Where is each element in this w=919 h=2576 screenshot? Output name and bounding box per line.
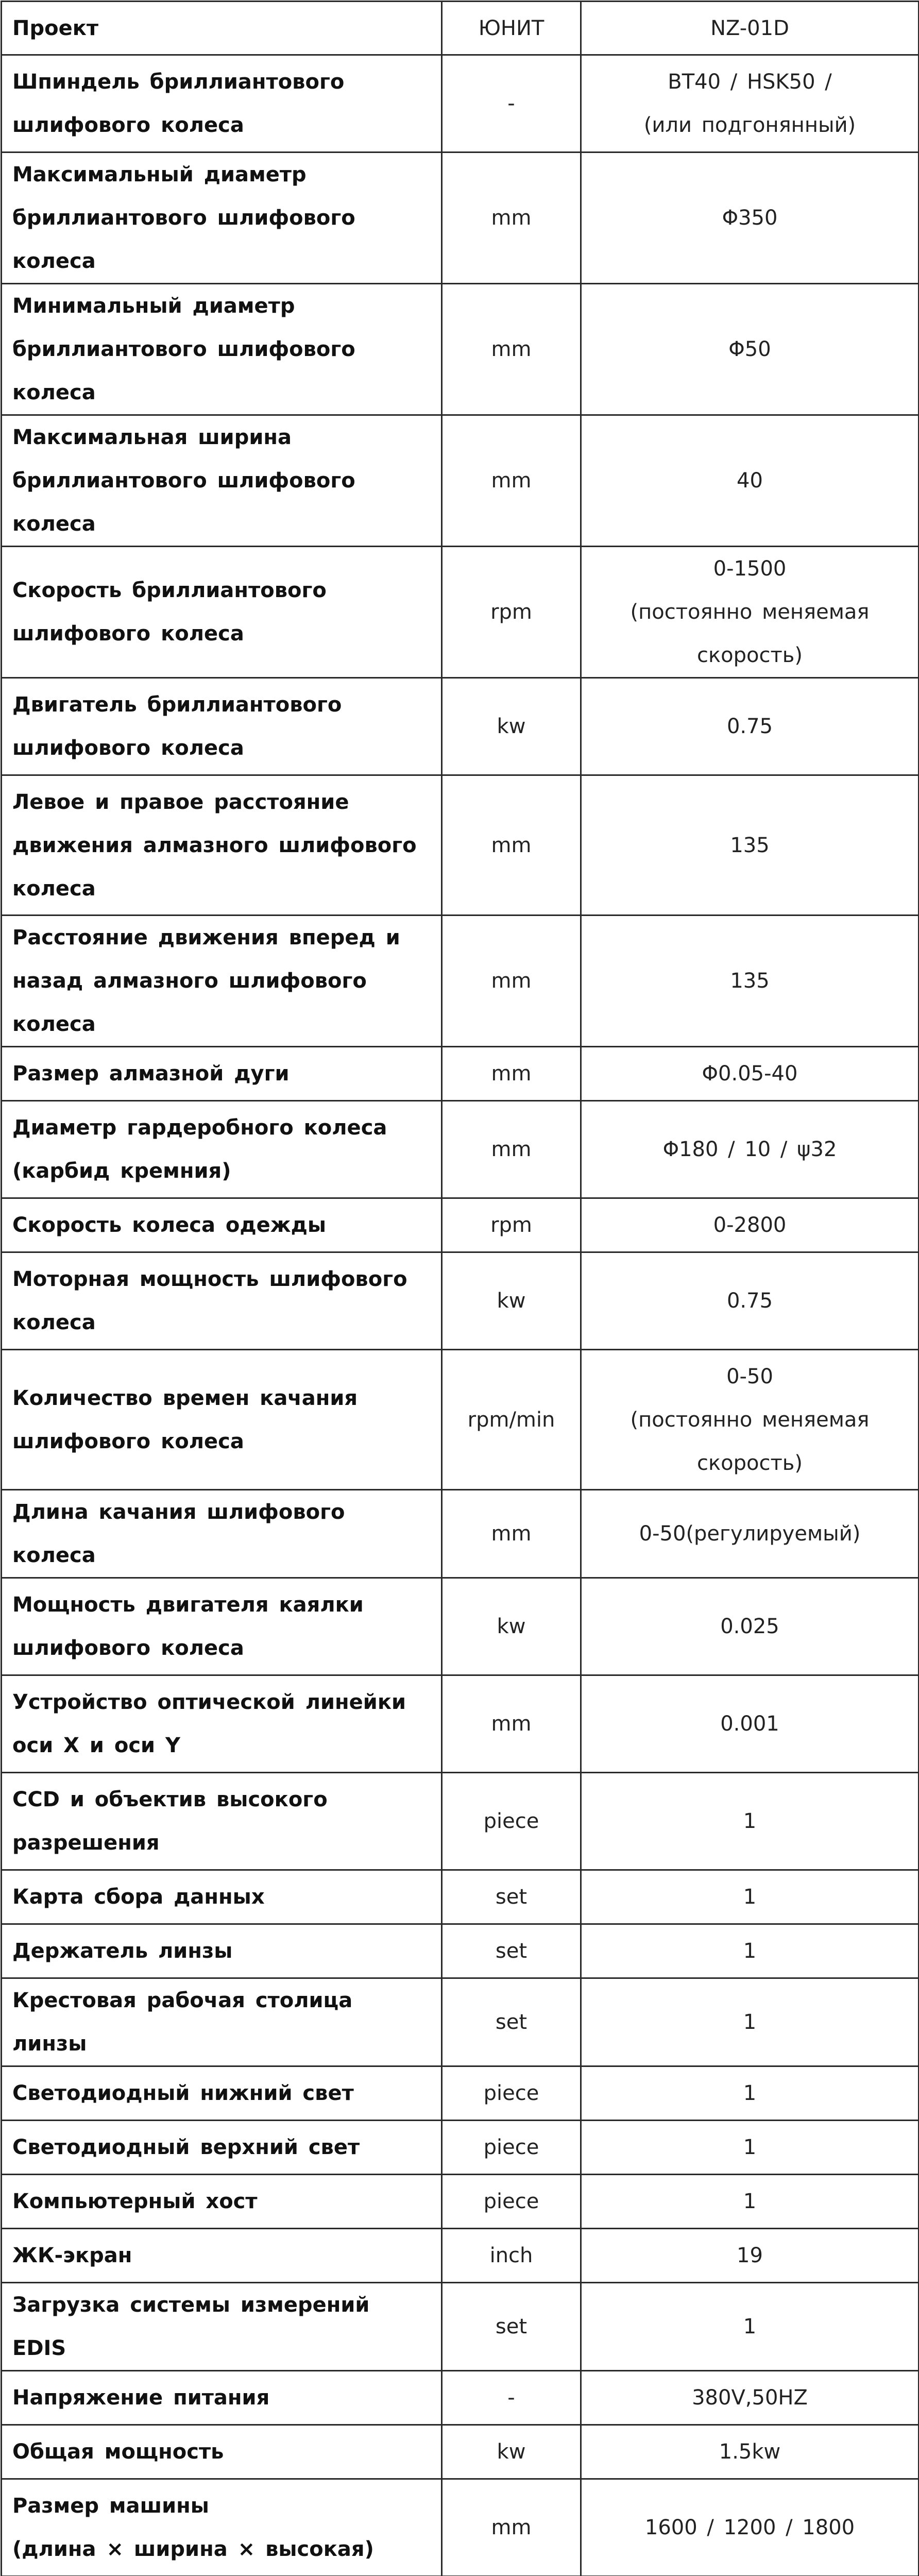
parameter-value [581, 55, 919, 152]
parameter-value [581, 2283, 919, 2371]
parameter-value [581, 2479, 919, 2576]
parameter-value [581, 2229, 919, 2283]
parameter-name [2, 284, 442, 415]
parameter-value [581, 1675, 919, 1773]
parameter-name-line: Карта сбора данных [12, 1875, 431, 1919]
parameter-value [581, 2066, 919, 2121]
parameter-unit: kw [442, 1578, 581, 1675]
parameter-name-line: Держатель линзы [12, 1929, 431, 1973]
parameter-name [2, 1870, 442, 1924]
parameter-name [2, 2175, 442, 2229]
table-row [2, 1490, 919, 1578]
parameter-unit: mm [442, 916, 581, 1047]
parameter-unit: piece [442, 1773, 581, 1870]
parameter-name-line: Моторная мощность шлифового [12, 1258, 431, 1301]
parameter-value [581, 1870, 919, 1924]
table-row [2, 152, 919, 284]
parameter-name-line: Компьютерный хост [12, 2180, 431, 2223]
parameter-unit: kw [442, 678, 581, 775]
parameter-value-line: 1 [592, 2180, 908, 2223]
parameter-name [2, 1978, 442, 2066]
parameter-name-line: колеса [12, 1301, 431, 1344]
parameter-value [581, 1978, 919, 2066]
parameter-value [581, 1773, 919, 1870]
table-row [2, 2066, 919, 2121]
parameter-unit: mm [442, 284, 581, 415]
parameter-name-line: Шпиндель бриллиантового [12, 60, 431, 104]
parameter-name-line: шлифового колеса [12, 612, 431, 655]
parameter-value-line: 1 [592, 2126, 908, 2169]
parameter-value-line: Φ0.05-40 [592, 1052, 908, 1095]
parameter-name [2, 1578, 442, 1675]
parameter-name-line: бриллиантового шлифового колеса [12, 196, 431, 283]
parameter-value-line: 1 [592, 2072, 908, 2115]
parameter-value [581, 678, 919, 775]
parameter-unit: - [442, 55, 581, 152]
parameter-value-line: BT40 / HSK50 / [592, 60, 908, 104]
parameter-value-line: 0.75 [592, 1279, 908, 1323]
parameter-unit: set [442, 1924, 581, 1978]
parameter-name-line: Загрузка системы измерений EDIS [12, 2283, 431, 2370]
parameter-name-line: Напряжение питания [12, 2376, 431, 2419]
parameter-unit: set [442, 2283, 581, 2371]
parameter-value-line: 0-1500 [592, 547, 908, 590]
table-row [2, 2371, 919, 2425]
table-row [2, 284, 919, 415]
parameter-name [2, 1350, 442, 1490]
parameter-value [581, 2121, 919, 2175]
parameter-value-line: Φ180 / 10 / ψ32 [592, 1128, 908, 1171]
parameter-unit: rpm [442, 547, 581, 678]
parameter-name [2, 1924, 442, 1978]
parameter-value-line: 0-50 [592, 1355, 908, 1398]
parameter-value-line: 1 [592, 1800, 908, 1843]
parameter-value-line: 380V,50HZ [592, 2376, 908, 2419]
parameter-value-line: (постоянно меняемая [592, 1398, 908, 1442]
parameter-value [581, 1101, 919, 1198]
parameter-value [581, 1578, 919, 1675]
parameter-value [581, 916, 919, 1047]
parameter-name-line: оси X и оси Y [12, 1724, 431, 1767]
parameter-name-line: Крестовая рабочая столица линзы [12, 1979, 431, 2065]
table-row [2, 1773, 919, 1870]
parameter-value-line: 1 [592, 1875, 908, 1919]
table-row [2, 1101, 919, 1198]
parameter-unit: rpm/min [442, 1350, 581, 1490]
table-row [2, 2175, 919, 2229]
parameter-name-line: Диаметр гардеробного колеса [12, 1106, 431, 1149]
parameter-value-line: 0-2800 [592, 1204, 908, 1247]
parameter-value [581, 1198, 919, 1252]
parameter-value [581, 1252, 919, 1350]
parameter-value-line: 1.5kw [592, 2430, 908, 2473]
parameter-value-line: Φ50 [592, 328, 908, 371]
parameter-value [581, 284, 919, 415]
parameter-name-line: Светодиодный верхний свет [12, 2126, 431, 2169]
parameter-name-line: Расстояние движения вперед и [12, 916, 431, 959]
parameter-name-line: шлифового колеса [12, 726, 431, 770]
header-unit: ЮНИТ [442, 2, 581, 55]
table-row [2, 1198, 919, 1252]
parameter-name [2, 55, 442, 152]
parameter-name-line: (длина × ширина × высокая) [12, 2528, 431, 2571]
parameter-name-line: Максимальный диаметр [12, 153, 431, 196]
parameter-name [2, 2066, 442, 2121]
parameter-name-line: разрешения [12, 1821, 431, 1865]
parameter-value [581, 1350, 919, 1490]
table-row [2, 415, 919, 547]
parameter-value [581, 2425, 919, 2479]
table-row [2, 2425, 919, 2479]
parameter-name [2, 916, 442, 1047]
parameter-unit: piece [442, 2066, 581, 2121]
parameter-unit: mm [442, 2479, 581, 2576]
parameter-name [2, 2229, 442, 2283]
table-row [2, 1047, 919, 1101]
parameter-value-line: скорость) [592, 1442, 908, 1485]
parameter-name-line: Количество времен качания [12, 1377, 431, 1420]
spec-table [1, 1, 919, 2576]
parameter-value-line: (постоянно меняемая скорость) [592, 590, 908, 677]
table-row [2, 2229, 919, 2283]
parameter-name-line: шлифового колеса [12, 1420, 431, 1463]
table-row [2, 678, 919, 775]
parameter-name [2, 1198, 442, 1252]
parameter-unit: mm [442, 1047, 581, 1101]
parameter-unit: set [442, 1870, 581, 1924]
parameter-value [581, 547, 919, 678]
parameter-name [2, 678, 442, 775]
parameter-unit: kw [442, 2425, 581, 2479]
parameter-name-line: Мощность двигателя каялки [12, 1583, 431, 1626]
table-row [2, 2479, 919, 2576]
parameter-name [2, 2371, 442, 2425]
parameter-value [581, 152, 919, 284]
parameter-unit: mm [442, 1101, 581, 1198]
parameter-name-line: Светодиодный нижний свет [12, 2072, 431, 2115]
parameter-value-line: 0-50(регулируемый) [592, 1512, 908, 1555]
parameter-name [2, 1773, 442, 1870]
parameter-name-line: бриллиантового шлифового колеса [12, 328, 431, 414]
parameter-name-line: Длина качания шлифового колеса [12, 1490, 431, 1577]
parameter-name-line: бриллиантового шлифового колеса [12, 459, 431, 546]
parameter-name-line: шлифового колеса [12, 104, 431, 147]
parameter-value [581, 1924, 919, 1978]
parameter-unit: mm [442, 1675, 581, 1773]
parameter-name-line: CCD и объектив высокого [12, 1778, 431, 1821]
parameter-value [581, 1047, 919, 1101]
parameter-value-line: 135 [592, 824, 908, 867]
parameter-value [581, 415, 919, 547]
parameter-name-line: Левое и правое расстояние [12, 781, 431, 824]
parameter-name-line: (карбид кремния) [12, 1149, 431, 1193]
parameter-value-line: 1 [592, 1929, 908, 1973]
parameter-unit: mm [442, 415, 581, 547]
parameter-value [581, 2175, 919, 2229]
table-row [2, 775, 919, 916]
table-row [2, 2121, 919, 2175]
table-row [2, 1675, 919, 1773]
table-row [2, 55, 919, 152]
parameter-name-line: Двигатель бриллиантового [12, 683, 431, 726]
parameter-unit: rpm [442, 1198, 581, 1252]
table-row [2, 1252, 919, 1350]
parameter-name [2, 152, 442, 284]
parameter-unit: inch [442, 2229, 581, 2283]
table-row [2, 1924, 919, 1978]
parameter-value-line: 135 [592, 959, 908, 1003]
header-model: NZ-01D [581, 2, 919, 55]
table-row [2, 1870, 919, 1924]
parameter-unit: piece [442, 2175, 581, 2229]
parameter-unit: mm [442, 152, 581, 284]
parameter-name [2, 1490, 442, 1578]
parameter-name [2, 2425, 442, 2479]
header-row [2, 2, 919, 55]
parameter-name-line: Общая мощность [12, 2430, 431, 2473]
table-row [2, 1350, 919, 1490]
table-row [2, 1978, 919, 2066]
parameter-name-line: шлифового колеса [12, 1626, 431, 1670]
parameter-name-line: Размер алмазной дуги [12, 1052, 431, 1095]
parameter-name [2, 2283, 442, 2371]
parameter-name [2, 1047, 442, 1101]
parameter-name-line: ЖК-экран [12, 2234, 431, 2277]
parameter-name-line: назад алмазного шлифового колеса [12, 959, 431, 1046]
parameter-value [581, 775, 919, 916]
parameter-name-line: Максимальная ширина [12, 416, 431, 459]
parameter-value-line: 1600 / 1200 / 1800 [592, 2506, 908, 2549]
parameter-name-line: движения алмазного шлифового [12, 824, 431, 867]
table-row [2, 1578, 919, 1675]
parameter-name-line: Скорость бриллиантового [12, 569, 431, 612]
parameter-unit: piece [442, 2121, 581, 2175]
table-row [2, 547, 919, 678]
parameter-value-line: 1 [592, 2001, 908, 2044]
parameter-name [2, 547, 442, 678]
table-row [2, 916, 919, 1047]
parameter-value-line: 0.001 [592, 1702, 908, 1745]
parameter-name [2, 1252, 442, 1350]
parameter-value [581, 1490, 919, 1578]
parameter-name [2, 1675, 442, 1773]
spec-table-body [2, 2, 919, 2576]
parameter-name-line: Минимальный диаметр [12, 284, 431, 328]
parameter-value [581, 2371, 919, 2425]
parameter-value-line: 1 [592, 2305, 908, 2348]
parameter-value-line: Φ350 [592, 196, 908, 240]
parameter-name [2, 1101, 442, 1198]
parameter-name-line: Скорость колеса одежды [12, 1204, 431, 1247]
parameter-unit: mm [442, 775, 581, 916]
parameter-unit: set [442, 1978, 581, 2066]
parameter-value-line: 0.75 [592, 705, 908, 748]
parameter-unit: - [442, 2371, 581, 2425]
table-row [2, 2283, 919, 2371]
parameter-name [2, 2479, 442, 2576]
parameter-value-line: 0.025 [592, 1605, 908, 1648]
header-project: Проект [2, 2, 442, 55]
parameter-name [2, 775, 442, 916]
parameter-value-line: (или подгонянный) [592, 104, 908, 147]
parameter-value-line: 40 [592, 459, 908, 502]
parameter-name [2, 415, 442, 547]
parameter-value-line: 19 [592, 2234, 908, 2277]
parameter-name [2, 2121, 442, 2175]
parameter-name-line: Размер машины [12, 2484, 431, 2528]
parameter-name-line: колеса [12, 867, 431, 910]
parameter-name-line: Устройство оптической линейки [12, 1681, 431, 1724]
parameter-unit: kw [442, 1252, 581, 1350]
parameter-unit: mm [442, 1490, 581, 1578]
